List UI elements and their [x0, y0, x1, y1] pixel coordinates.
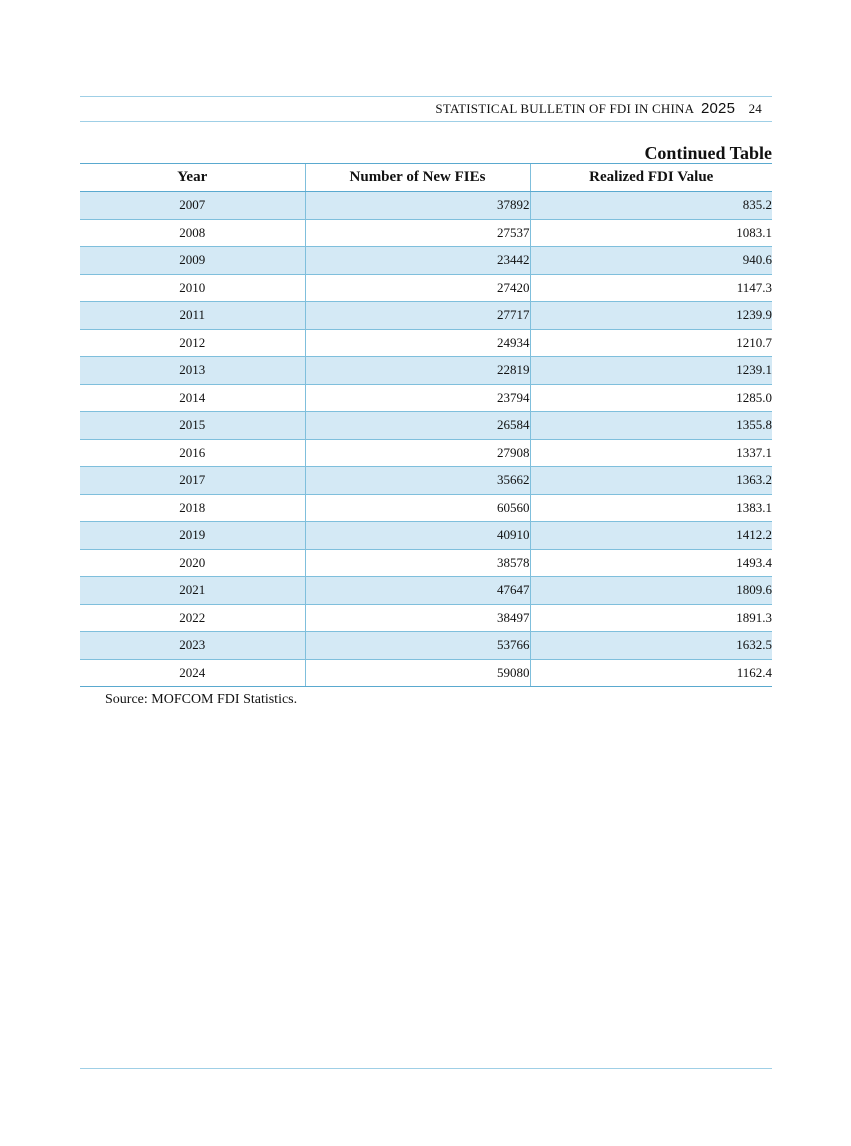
fdi-table [80, 163, 772, 687]
new-fies-cell: 60560 [305, 494, 530, 522]
realized-fdi-cell: 1493.4 [530, 549, 772, 577]
column-header-realized-fdi: Realized FDI Value [530, 164, 772, 192]
year-cell: 2018 [80, 494, 305, 522]
table-row [80, 659, 772, 687]
running-head [435, 100, 762, 117]
year-cell: 2017 [80, 467, 305, 495]
source-note: Source: MOFCOM FDI Statistics. [105, 692, 298, 707]
table-row [80, 604, 772, 632]
table-row [80, 549, 772, 577]
year-cell: 2008 [80, 219, 305, 247]
new-fies-cell: 23794 [305, 384, 530, 412]
realized-fdi-cell: 1162.4 [530, 659, 772, 687]
new-fies-cell: 23442 [305, 247, 530, 275]
realized-fdi-cell: 1083.1 [530, 219, 772, 247]
running-year: 2025 [700, 100, 736, 117]
header-bottom-rule [80, 121, 772, 122]
realized-fdi-cell: 1337.1 [530, 439, 772, 467]
new-fies-cell: 40910 [305, 522, 530, 550]
year-cell: 2022 [80, 604, 305, 632]
new-fies-cell: 24934 [305, 329, 530, 357]
new-fies-cell: 27908 [305, 439, 530, 467]
table-row [80, 577, 772, 605]
new-fies-cell: 26584 [305, 412, 530, 440]
year-cell: 2020 [80, 549, 305, 577]
table-row [80, 302, 772, 330]
table-row [80, 412, 772, 440]
realized-fdi-cell: 835.2 [530, 192, 772, 220]
realized-fdi-cell: 1383.1 [530, 494, 772, 522]
year-cell: 2011 [80, 302, 305, 330]
new-fies-cell: 27537 [305, 219, 530, 247]
new-fies-cell: 38578 [305, 549, 530, 577]
realized-fdi-cell: 1363.2 [530, 467, 772, 495]
year-cell: 2014 [80, 384, 305, 412]
new-fies-cell: 35662 [305, 467, 530, 495]
year-cell: 2016 [80, 439, 305, 467]
footer-rule [80, 1068, 772, 1069]
table-row [80, 384, 772, 412]
table-row [80, 247, 772, 275]
header-top-rule [80, 96, 772, 97]
new-fies-cell: 53766 [305, 632, 530, 660]
realized-fdi-cell: 1147.3 [530, 274, 772, 302]
table-row [80, 274, 772, 302]
year-cell: 2023 [80, 632, 305, 660]
table-row [80, 494, 772, 522]
year-cell: 2024 [80, 659, 305, 687]
year-cell: 2010 [80, 274, 305, 302]
new-fies-cell: 59080 [305, 659, 530, 687]
realized-fdi-cell: 940.6 [530, 247, 772, 275]
realized-fdi-cell: 1809.6 [530, 577, 772, 605]
realized-fdi-cell: 1285.0 [530, 384, 772, 412]
table-row [80, 192, 772, 220]
column-header-new-fies: Number of New FIEs [305, 164, 530, 192]
table-row [80, 219, 772, 247]
new-fies-cell: 47647 [305, 577, 530, 605]
table-header-row [80, 164, 772, 192]
table-row [80, 467, 772, 495]
year-cell: 2012 [80, 329, 305, 357]
realized-fdi-cell: 1355.8 [530, 412, 772, 440]
new-fies-cell: 22819 [305, 357, 530, 385]
year-cell: 2007 [80, 192, 305, 220]
realized-fdi-cell: 1891.3 [530, 604, 772, 632]
year-cell: 2015 [80, 412, 305, 440]
realized-fdi-cell: 1239.1 [530, 357, 772, 385]
table-row [80, 522, 772, 550]
year-cell: 2009 [80, 247, 305, 275]
table-row [80, 439, 772, 467]
new-fies-cell: 27717 [305, 302, 530, 330]
realized-fdi-cell: 1210.7 [530, 329, 772, 357]
table-body [80, 192, 772, 687]
column-header-year: Year [80, 164, 305, 192]
new-fies-cell: 27420 [305, 274, 530, 302]
realized-fdi-cell: 1239.9 [530, 302, 772, 330]
table-row [80, 329, 772, 357]
table-title: Continued Table [644, 143, 772, 163]
realized-fdi-cell: 1632.5 [530, 632, 772, 660]
year-cell: 2013 [80, 357, 305, 385]
table-row [80, 632, 772, 660]
table-row [80, 357, 772, 385]
new-fies-cell: 37892 [305, 192, 530, 220]
new-fies-cell: 38497 [305, 604, 530, 632]
year-cell: 2019 [80, 522, 305, 550]
page-number: 24 [748, 101, 762, 116]
realized-fdi-cell: 1412.2 [530, 522, 772, 550]
running-title: STATISTICAL BULLETIN OF FDI IN CHINA [435, 101, 694, 116]
year-cell: 2021 [80, 577, 305, 605]
